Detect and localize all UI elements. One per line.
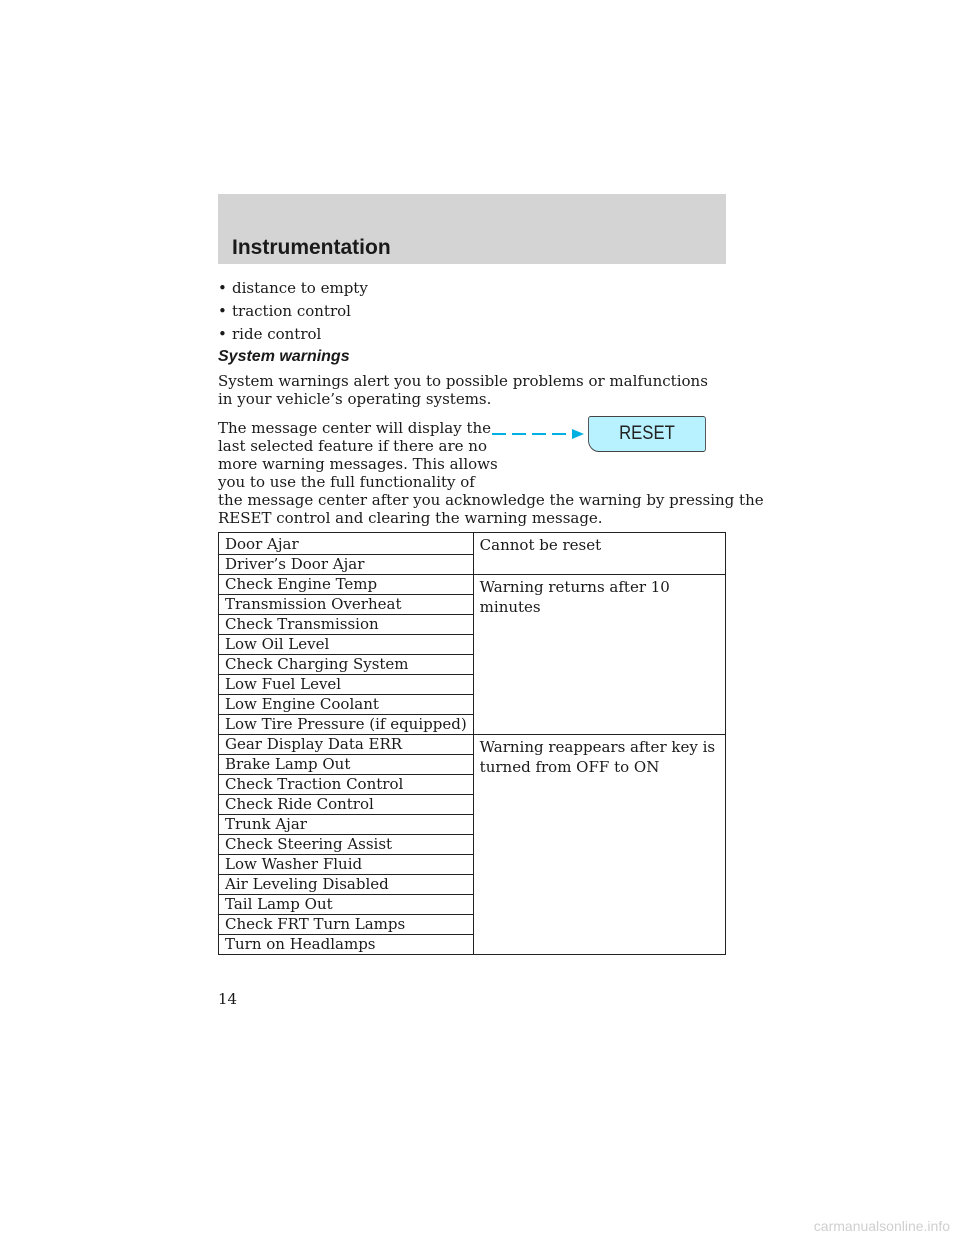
list-item — [218, 324, 726, 347]
warning-name: Check Ride Control — [219, 795, 474, 815]
list-item-text: traction control — [232, 302, 351, 320]
warning-note: Cannot be reset — [473, 533, 725, 575]
list-item-text: distance to empty — [232, 279, 368, 297]
warning-name: Turn on Headlamps — [219, 935, 474, 955]
section-heading: System warnings — [218, 348, 350, 365]
warning-name: Air Leveling Disabled — [219, 875, 474, 895]
paragraph-line: more warning messages. This allows — [218, 455, 498, 473]
warning-name: Brake Lamp Out — [219, 755, 474, 775]
warning-name: Check Transmission — [219, 615, 474, 635]
warning-name: Check Engine Temp — [219, 575, 474, 595]
page-number: 14 — [218, 990, 238, 1008]
warning-name: Low Fuel Level — [219, 675, 474, 695]
list-item — [218, 278, 726, 301]
table-row — [219, 575, 726, 595]
warning-name: Gear Display Data ERR — [219, 735, 474, 755]
warning-name: Low Tire Pressure (if equipped) — [219, 715, 474, 735]
warning-name: Door Ajar — [219, 533, 474, 555]
section-header-band — [218, 194, 726, 264]
warning-table — [218, 532, 726, 955]
warning-name: Driver’s Door Ajar — [219, 555, 474, 575]
paragraph-line: The message center will display the — [218, 419, 492, 437]
warning-name: Check Charging System — [219, 655, 474, 675]
warning-name: Low Oil Level — [219, 635, 474, 655]
bullet-icon: • — [218, 302, 227, 320]
warning-name: Check FRT Turn Lamps — [219, 915, 474, 935]
warning-name: Transmission Overheat — [219, 595, 474, 615]
paragraph-line: RESET control and clearing the warning message. — [218, 509, 603, 527]
dashed-arrow-icon — [490, 414, 590, 456]
warning-name: Tail Lamp Out — [219, 895, 474, 915]
warning-note: Warning returns after 10 minutes — [473, 575, 725, 735]
chapter-title: Instrumentation — [232, 236, 391, 259]
watermark-link[interactable]: carmanualsonline.info — [813, 1218, 950, 1234]
warning-name: Trunk Ajar — [219, 815, 474, 835]
list-item — [218, 301, 726, 324]
bullet-icon: • — [218, 279, 227, 297]
warning-name: Check Traction Control — [219, 775, 474, 795]
intro-paragraph: System warnings alert you to possible problems or malfunctions in your vehicle’s operating systems. — [218, 372, 708, 408]
reset-control-illustration — [490, 414, 724, 456]
paragraph-line: you to use the full functionality of — [218, 473, 475, 491]
bullet-icon: • — [218, 325, 227, 343]
warning-note: Warning reappears after key is turned from OFF to ON — [473, 735, 725, 955]
reset-button-illustration: RESET — [588, 416, 706, 452]
feature-bullet-list — [218, 278, 726, 347]
paragraph-line: the message center after you acknowledge the warning by pressing the — [218, 491, 764, 509]
table-row — [219, 735, 726, 755]
table-row — [219, 533, 726, 555]
warning-name: Low Engine Coolant — [219, 695, 474, 715]
paragraph-line: last selected feature if there are no — [218, 437, 487, 455]
list-item-text: ride control — [232, 325, 322, 343]
warning-name: Low Washer Fluid — [219, 855, 474, 875]
warning-name: Check Steering Assist — [219, 835, 474, 855]
